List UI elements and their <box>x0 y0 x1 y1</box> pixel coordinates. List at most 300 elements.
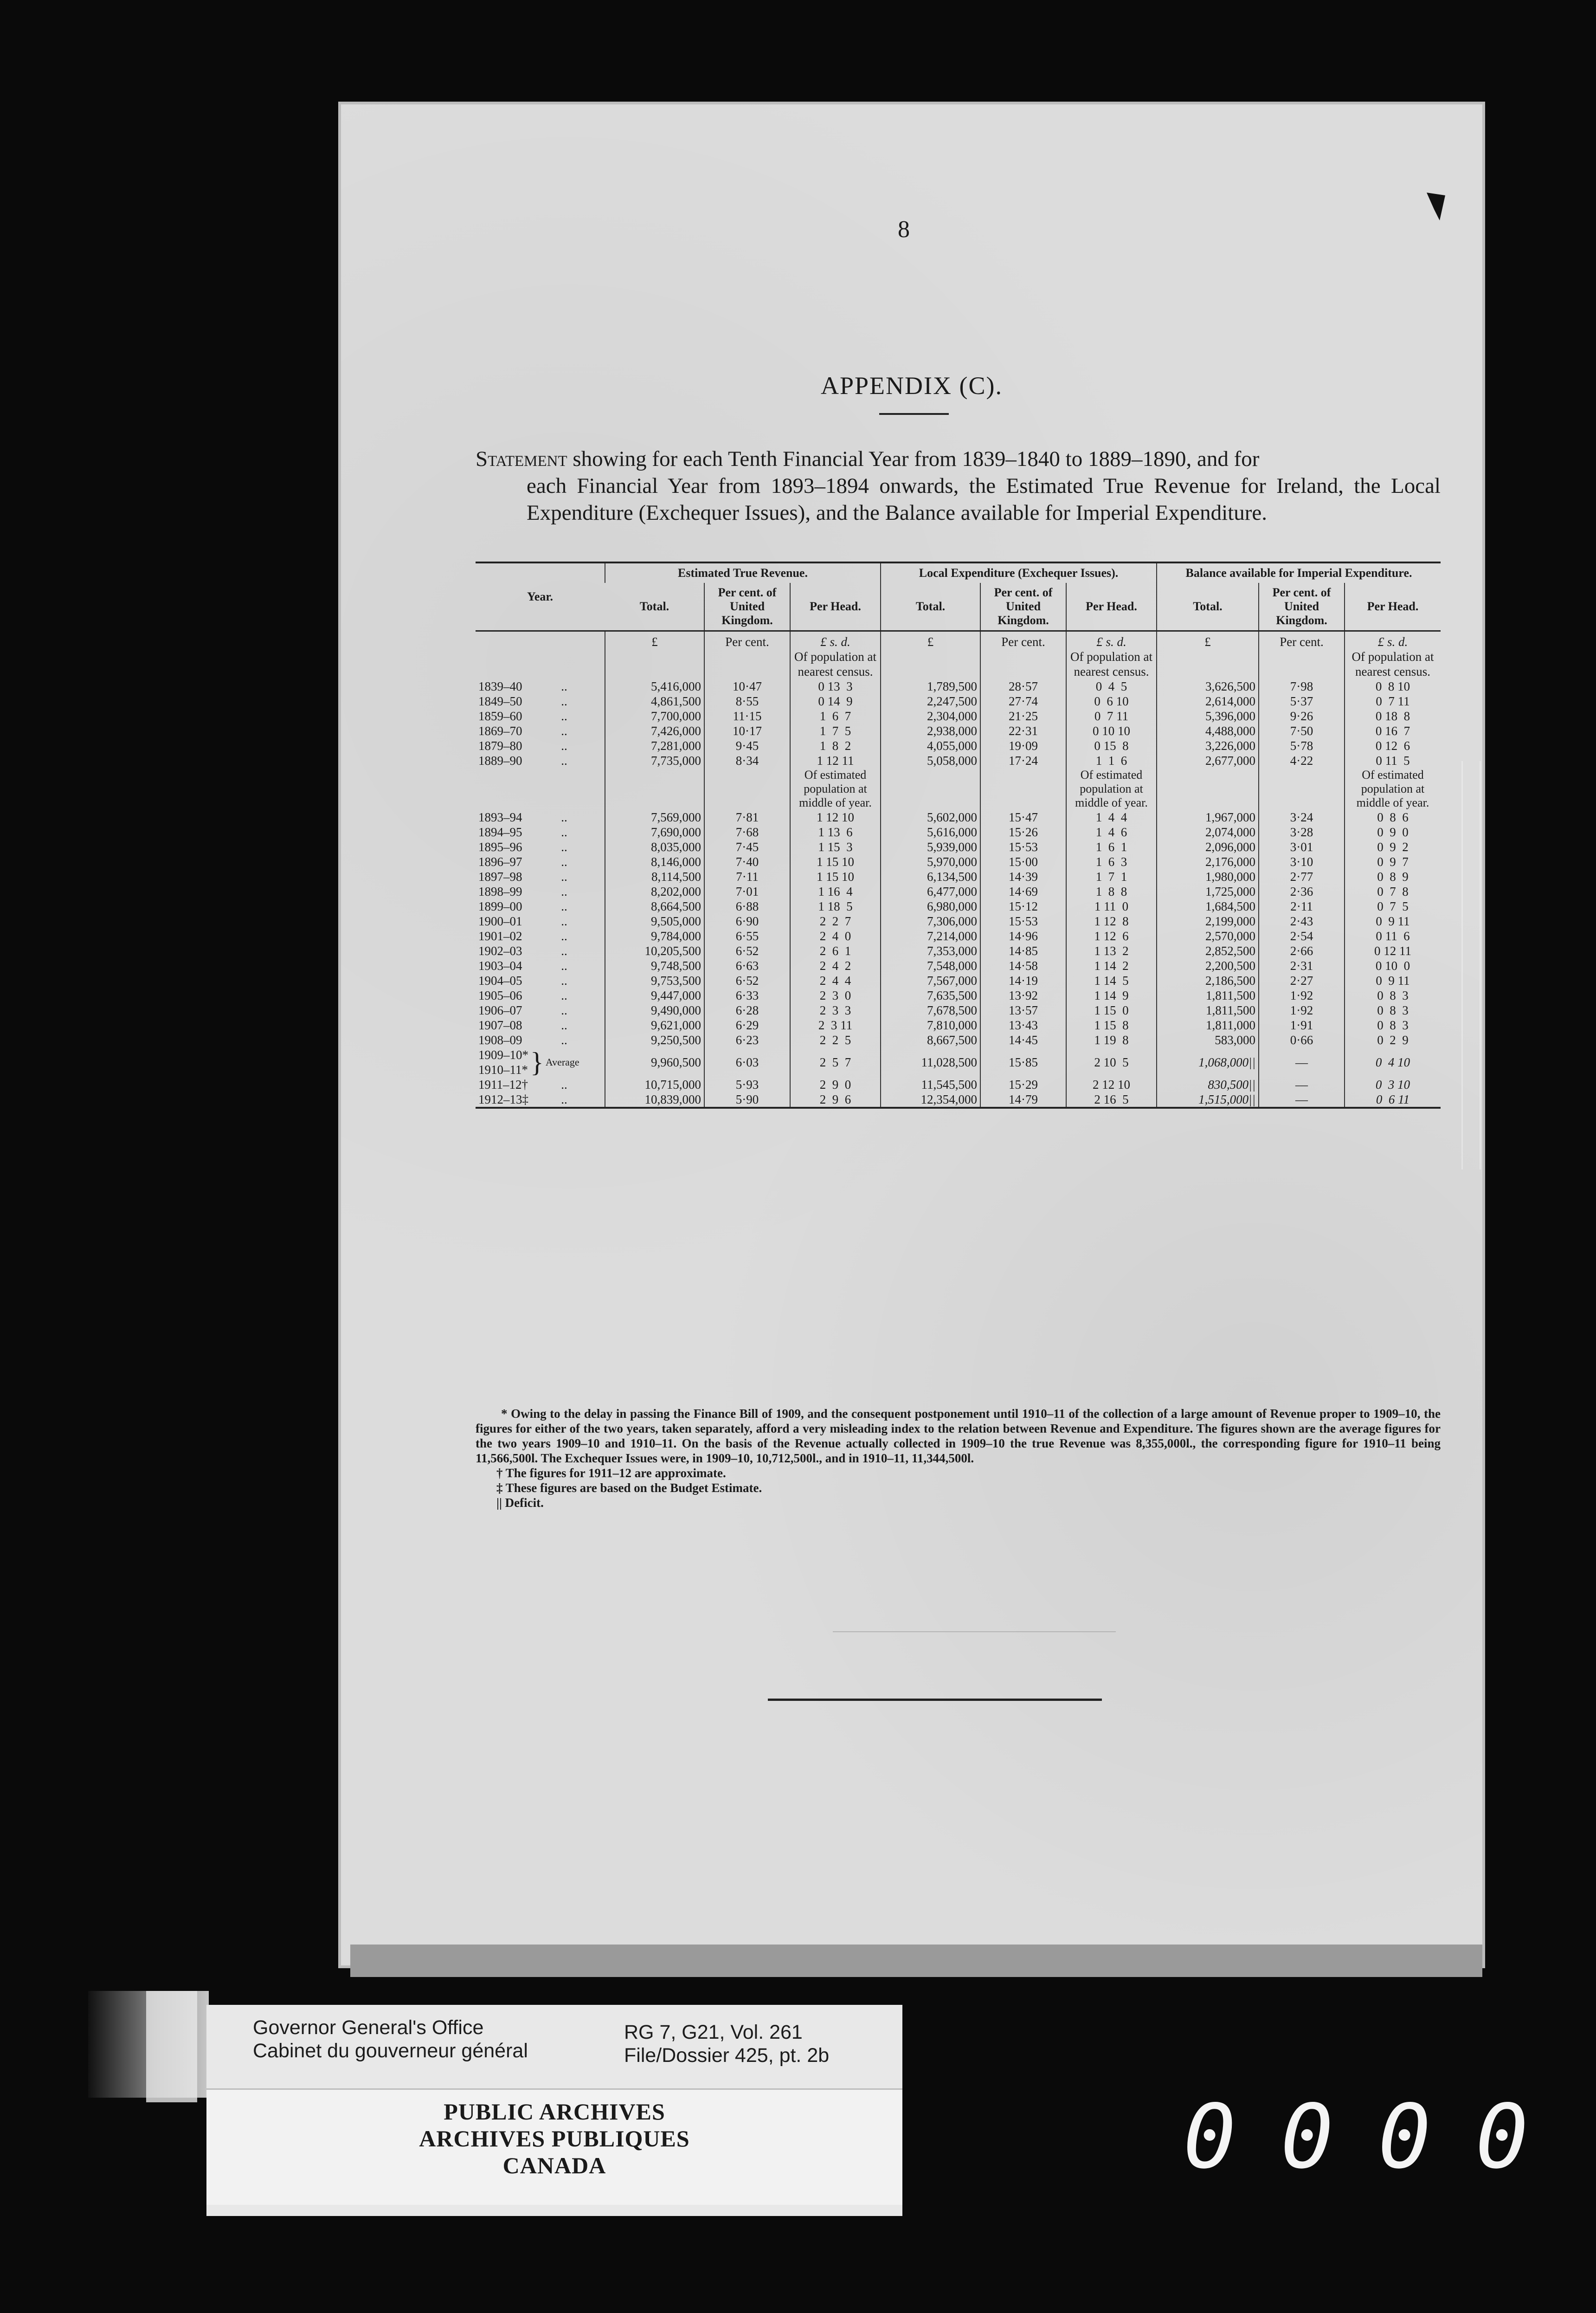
table-row <box>476 694 1441 709</box>
bal-head-cell: 0 9 7 <box>1345 854 1441 869</box>
leader-dots: .. <box>561 959 567 973</box>
loc-total-cell: 7,678,500 <box>881 1003 980 1018</box>
statement-table <box>476 562 1441 1111</box>
leader-dots: .. <box>561 1018 567 1032</box>
loc-pct-cell: 17·24 <box>980 753 1066 768</box>
rows-final <box>476 1077 1441 1108</box>
loc-total-cell: 7,548,000 <box>881 958 980 973</box>
loc-head-cell: 1 4 6 <box>1066 825 1157 840</box>
loc-total-cell: 7,306,000 <box>881 914 980 929</box>
avg-year-2: 1910–11* <box>478 1063 528 1077</box>
bal-pct-cell: 2·36 <box>1259 884 1345 899</box>
avg-bal-head: 0 4 10 <box>1345 1047 1441 1077</box>
rev-pct-cell: 7·01 <box>704 884 790 899</box>
bal-total-cell: 830,500|| <box>1157 1077 1259 1092</box>
note-blank <box>704 768 790 810</box>
table-row <box>476 854 1441 869</box>
bal-pct-cell: 2·31 <box>1259 958 1345 973</box>
year-cell <box>476 958 605 973</box>
avg-loc-pct: 15·85 <box>980 1047 1066 1077</box>
bal-head-cell: 0 16 7 <box>1345 724 1441 738</box>
rev-pct-cell: 9·45 <box>704 738 790 753</box>
loc-head-cell: 1 15 8 <box>1066 1018 1157 1033</box>
rev-pct-cell: 6·23 <box>704 1033 790 1047</box>
loc-head-cell: 0 10 10 <box>1066 724 1157 738</box>
rev-total-cell: 8,146,000 <box>605 854 704 869</box>
rev-total-cell: 7,281,000 <box>605 738 704 753</box>
estimated-note: Of estimated population at middle of year. <box>1066 768 1157 810</box>
leader-dots: .. <box>561 974 567 988</box>
loc-pct-cell: 15·26 <box>980 825 1066 840</box>
frame-counter-digit: 0 <box>1475 2086 1529 2188</box>
note-blank <box>1259 768 1345 810</box>
note-blank <box>476 768 605 810</box>
bal-head-cell: 0 8 3 <box>1345 988 1441 1003</box>
film-smudge <box>146 1991 197 2102</box>
year-cell <box>476 679 605 694</box>
bal-pct-cell: 3·10 <box>1259 854 1345 869</box>
rev-head-cell: 2 2 5 <box>790 1033 881 1047</box>
col-bal-total: Total. <box>1157 583 1259 631</box>
label-ref-2: File/Dossier 425, pt. 2b <box>624 2044 830 2067</box>
bal-pct-cell: 3·24 <box>1259 810 1345 825</box>
loc-head-cell: 0 7 11 <box>1066 709 1157 724</box>
year-label: 1897–98 <box>478 870 522 884</box>
loc-pct-cell: 19·09 <box>980 738 1066 753</box>
year-label: 1907–08 <box>478 1018 522 1032</box>
avg-loc-total: 11,028,500 <box>881 1047 980 1077</box>
group-local-expenditure: Local Expenditure (Exchequer Issues). <box>881 562 1157 583</box>
statement-first-line: showing for each Tenth Financial Year from 1839–1840 to 1889–1890, and for <box>573 447 1260 471</box>
loc-head-cell: 1 14 2 <box>1066 958 1157 973</box>
rev-head-cell: 2 4 0 <box>790 929 881 943</box>
bal-pct-cell: 5·37 <box>1259 694 1345 709</box>
rev-pct-cell: 5·90 <box>704 1092 790 1108</box>
loc-pct-cell: 14·19 <box>980 973 1066 988</box>
leader-dots: .. <box>561 1078 567 1092</box>
table-row <box>476 724 1441 738</box>
bal-pct-cell: 2·54 <box>1259 929 1345 943</box>
bal-pct-cell: 5·78 <box>1259 738 1345 753</box>
table-bottom-rule <box>476 1108 1441 1111</box>
census-note: Of population at nearest census. <box>1070 650 1152 678</box>
year-cell <box>476 854 605 869</box>
bal-pct-cell: 2·66 <box>1259 943 1345 958</box>
unit-per-cent: Per cent. <box>980 631 1066 679</box>
page-shadow <box>350 1945 1482 1977</box>
bal-head-cell: 0 3 10 <box>1345 1077 1441 1092</box>
rev-total-cell: 9,250,500 <box>605 1033 704 1047</box>
table-row <box>476 1003 1441 1018</box>
year-label: 1904–05 <box>478 974 522 988</box>
rev-head-cell: 1 12 10 <box>790 810 881 825</box>
bal-head-cell: 0 8 9 <box>1345 869 1441 884</box>
bal-head-cell: 0 7 11 <box>1345 694 1441 709</box>
bal-total-cell: 5,396,000 <box>1157 709 1259 724</box>
bal-pct-cell: 7·50 <box>1259 724 1345 738</box>
loc-head-cell: 2 12 10 <box>1066 1077 1157 1092</box>
table-row <box>476 884 1441 899</box>
year-cell <box>476 869 605 884</box>
avg-rev-pct: 6·03 <box>704 1047 790 1077</box>
loc-head-cell: 1 19 8 <box>1066 1033 1157 1047</box>
rev-head-cell: 1 15 3 <box>790 840 881 854</box>
bal-pct-cell: — <box>1259 1092 1345 1108</box>
loc-total-cell: 6,477,000 <box>881 884 980 899</box>
bal-head-cell: 0 12 6 <box>1345 738 1441 753</box>
rev-head-cell: 1 12 11 <box>790 753 881 768</box>
unit-per-cent: Per cent. <box>1259 631 1345 679</box>
loc-head-cell: 0 15 8 <box>1066 738 1157 753</box>
loc-head-cell: 1 6 1 <box>1066 840 1157 854</box>
leader-dots: .. <box>561 679 567 693</box>
footnote-deficit: || Deficit. <box>496 1496 544 1510</box>
frame-counter-digit: 0 <box>1281 2086 1334 2188</box>
bal-pct-cell: 2·77 <box>1259 869 1345 884</box>
loc-total-cell: 4,055,000 <box>881 738 980 753</box>
loc-total-cell: 12,354,000 <box>881 1092 980 1108</box>
bal-head-cell: 0 10 0 <box>1345 958 1441 973</box>
rev-head-cell: 2 4 4 <box>790 973 881 988</box>
estimated-notes-row <box>476 768 1441 810</box>
year-label: 1859–60 <box>478 709 522 723</box>
bal-total-cell: 2,677,000 <box>1157 753 1259 768</box>
rev-head-cell: 1 16 4 <box>790 884 881 899</box>
table-row <box>476 753 1441 768</box>
loc-pct-cell: 14·79 <box>980 1092 1066 1108</box>
year-label: 1903–04 <box>478 959 522 973</box>
year-cell <box>476 825 605 840</box>
year-cell <box>476 929 605 943</box>
bal-head-cell: 0 7 8 <box>1345 884 1441 899</box>
bal-total-cell: 4,488,000 <box>1157 724 1259 738</box>
rev-pct-cell: 6·28 <box>704 1003 790 1018</box>
loc-total-cell: 7,214,000 <box>881 929 980 943</box>
average-row <box>476 1047 1441 1077</box>
rev-head-cell: 1 13 6 <box>790 825 881 840</box>
avg-bal-total: 1,068,000|| <box>1157 1047 1259 1077</box>
note-blank <box>980 768 1066 810</box>
bal-head-cell: 0 9 2 <box>1345 840 1441 854</box>
loc-total-cell: 7,353,000 <box>881 943 980 958</box>
loc-head-cell: 1 13 2 <box>1066 943 1157 958</box>
bal-total-cell: 1,515,000|| <box>1157 1092 1259 1108</box>
bal-pct-cell: 1·91 <box>1259 1018 1345 1033</box>
rev-pct-cell: 6·33 <box>704 988 790 1003</box>
bal-total-cell: 2,096,000 <box>1157 840 1259 854</box>
rev-head-cell: 0 13 3 <box>790 679 881 694</box>
bal-pct-cell: 3·28 <box>1259 825 1345 840</box>
rev-head-cell: 2 2 7 <box>790 914 881 929</box>
rev-total-cell: 7,735,000 <box>605 753 704 768</box>
year-label: 1895–96 <box>478 840 522 854</box>
unit-lsd-census <box>790 631 881 679</box>
leader-dots: .. <box>561 914 567 928</box>
bal-pct-cell: 3·01 <box>1259 840 1345 854</box>
year-cell <box>476 899 605 914</box>
bal-head-cell: 0 12 11 <box>1345 943 1441 958</box>
rows-early-decades <box>476 679 1441 768</box>
year-label: 1839–40 <box>478 679 522 693</box>
rev-pct-cell: 6·55 <box>704 929 790 943</box>
label-office-fr: Cabinet du gouverneur général <box>253 2040 528 2062</box>
bal-pct-cell: 4·22 <box>1259 753 1345 768</box>
loc-pct-cell: 13·43 <box>980 1018 1066 1033</box>
table-row <box>476 1092 1441 1108</box>
leader-dots: .. <box>561 944 567 958</box>
note-blank <box>1157 768 1259 810</box>
year-cell <box>476 810 605 825</box>
year-label: 1912–13‡ <box>478 1092 528 1106</box>
year-cell <box>476 753 605 768</box>
rev-total-cell: 10,205,500 <box>605 943 704 958</box>
rev-total-cell: 10,715,000 <box>605 1077 704 1092</box>
statement-heading <box>476 446 1441 526</box>
bal-total-cell: 2,614,000 <box>1157 694 1259 709</box>
loc-total-cell: 5,616,000 <box>881 825 980 840</box>
year-cell <box>476 1092 605 1108</box>
leader-dots: .. <box>561 739 567 753</box>
footnote-star: * Owing to the delay in passing the Finance Bill of 1909, and the consequent postponement until 1910–11 of the collection of a large amount of Revenue proper to 1909–10, the figures for either of the two years, taken separately, afford a very misleading index to the relation between Revenue and Expenditure. The figures shown are the average figures for the two years 1909–10 and 1910–11. On the basis of the Revenue actually collected in 1909–10 the true Revenue was 8,355,000l., the corresponding figure for 1910–11 being 11,566,500l. The Exchequer Issues were, in 1909–10, 10,712,500l., and in 1910–11, 11,344,500l. <box>476 1407 1441 1465</box>
bal-total-cell: 2,186,500 <box>1157 973 1259 988</box>
average-row-group <box>476 1047 1441 1077</box>
loc-head-cell: 2 16 5 <box>1066 1092 1157 1108</box>
year-label: 1894–95 <box>478 825 522 839</box>
rows-annual <box>476 810 1441 1047</box>
loc-total-cell: 6,134,500 <box>881 869 980 884</box>
leader-dots: .. <box>561 1003 567 1017</box>
bal-total-cell: 2,199,000 <box>1157 914 1259 929</box>
year-cell <box>476 724 605 738</box>
year-label: 1893–94 <box>478 810 522 824</box>
rev-head-cell: 1 7 5 <box>790 724 881 738</box>
rev-pct-cell: 11·15 <box>704 709 790 724</box>
statement-lead: Statement <box>476 447 567 471</box>
rev-pct-cell: 5·93 <box>704 1077 790 1092</box>
bal-pct-cell: 2·43 <box>1259 914 1345 929</box>
unit-lsd: £ s. d. <box>1096 635 1126 649</box>
loc-head-cell: 1 11 0 <box>1066 899 1157 914</box>
rev-head-cell: 2 4 2 <box>790 958 881 973</box>
table-row <box>476 679 1441 694</box>
bal-total-cell: 2,074,000 <box>1157 825 1259 840</box>
year-cell <box>476 988 605 1003</box>
loc-head-cell: 0 4 5 <box>1066 679 1157 694</box>
rev-pct-cell: 6·88 <box>704 899 790 914</box>
year-label: 1908–09 <box>478 1033 522 1047</box>
rev-pct-cell: 10·17 <box>704 724 790 738</box>
loc-pct-cell: 13·57 <box>980 1003 1066 1018</box>
scanned-page <box>341 104 1482 1965</box>
bal-head-cell: 0 6 11 <box>1345 1092 1441 1108</box>
loc-total-cell: 11,545,500 <box>881 1077 980 1092</box>
col-loc-total: Total. <box>881 583 980 631</box>
archives-country: CANADA <box>502 2152 606 2178</box>
bal-total-cell: 583,000 <box>1157 1033 1259 1047</box>
year-cell <box>476 943 605 958</box>
loc-head-cell: 1 12 6 <box>1066 929 1157 943</box>
rev-total-cell: 10,839,000 <box>605 1092 704 1108</box>
bal-pct-cell: 2·27 <box>1259 973 1345 988</box>
year-label: 1889–90 <box>478 754 522 768</box>
bottom-rule-cell <box>476 1108 1441 1111</box>
year-label: 1898–99 <box>478 885 522 898</box>
loc-total-cell: 6,980,000 <box>881 899 980 914</box>
page-edge-marks <box>1461 761 1481 1169</box>
rev-head-cell: 2 3 3 <box>790 1003 881 1018</box>
bal-head-cell: 0 11 5 <box>1345 753 1441 768</box>
archive-label <box>206 2005 902 2216</box>
rev-pct-cell: 8·34 <box>704 753 790 768</box>
year-label: 1900–01 <box>478 914 522 928</box>
leader-dots: .. <box>561 1033 567 1047</box>
col-year: Year. <box>476 562 605 631</box>
table-row <box>476 825 1441 840</box>
rev-pct-cell: 7·68 <box>704 825 790 840</box>
bal-head-cell: 0 2 9 <box>1345 1033 1441 1047</box>
table-row <box>476 1033 1441 1047</box>
bal-total-cell: 1,967,000 <box>1157 810 1259 825</box>
census-note: Of population at nearest census. <box>794 650 876 678</box>
note-blank <box>605 768 704 810</box>
rev-head-cell: 2 9 6 <box>790 1092 881 1108</box>
loc-head-cell: 1 14 5 <box>1066 973 1157 988</box>
rev-total-cell: 8,035,000 <box>605 840 704 854</box>
bal-head-cell: 0 9 0 <box>1345 825 1441 840</box>
rev-pct-cell: 7·40 <box>704 854 790 869</box>
bal-total-cell: 2,200,500 <box>1157 958 1259 973</box>
title-rule <box>879 413 949 415</box>
rev-total-cell: 8,114,500 <box>605 869 704 884</box>
rev-pct-cell: 8·55 <box>704 694 790 709</box>
year-cell <box>476 914 605 929</box>
leader-dots: .. <box>561 855 567 869</box>
footnote-double-dagger: ‡ These figures are based on the Budget Estimate. <box>496 1481 762 1495</box>
table-row <box>476 943 1441 958</box>
rev-total-cell: 8,202,000 <box>605 884 704 899</box>
statement-continuation: each Financial Year from 1893–1894 onwards, the Estimated True Revenue for Ireland, the Local Expenditure (Exchequer Issues), and the Balance available for Imperial Expenditure. <box>527 474 1441 525</box>
bal-total-cell: 1,684,500 <box>1157 899 1259 914</box>
rev-head-cell: 2 9 0 <box>790 1077 881 1092</box>
loc-head-cell: 1 15 0 <box>1066 1003 1157 1018</box>
rev-total-cell: 9,753,500 <box>605 973 704 988</box>
leader-dots: .. <box>561 885 567 898</box>
loc-head-cell: 0 6 10 <box>1066 694 1157 709</box>
loc-pct-cell: 14·58 <box>980 958 1066 973</box>
loc-total-cell: 5,602,000 <box>881 810 980 825</box>
frame-counter-digit: 0 <box>1183 2086 1236 2188</box>
bal-total-cell: 1,811,000 <box>1157 1018 1259 1033</box>
year-label: 1906–07 <box>478 1003 522 1017</box>
bal-head-cell: 0 11 6 <box>1345 929 1441 943</box>
avg-rev-head: 2 5 7 <box>790 1047 881 1077</box>
rev-head-cell: 2 3 0 <box>790 988 881 1003</box>
unit-lsd-census <box>1066 631 1157 679</box>
year-label: 1849–50 <box>478 694 522 708</box>
loc-total-cell: 8,667,500 <box>881 1033 980 1047</box>
year-label: 1869–70 <box>478 724 522 738</box>
bal-total-cell: 3,226,000 <box>1157 738 1259 753</box>
rev-total-cell: 9,621,000 <box>605 1018 704 1033</box>
year-cell <box>476 709 605 724</box>
leader-dots: .. <box>561 754 567 768</box>
loc-total-cell: 5,970,000 <box>881 854 980 869</box>
page-number: 8 <box>898 216 910 243</box>
footnote-dagger: † The figures for 1911–12 are approximate. <box>496 1466 726 1480</box>
year-cell <box>476 694 605 709</box>
year-label: 1911–12† <box>478 1078 528 1092</box>
bal-total-cell: 2,570,000 <box>1157 929 1259 943</box>
rev-pct-cell: 6·52 <box>704 943 790 958</box>
rev-total-cell: 9,490,000 <box>605 1003 704 1018</box>
year-cell <box>476 1033 605 1047</box>
end-rule <box>768 1699 1102 1701</box>
loc-total-cell: 7,810,000 <box>881 1018 980 1033</box>
rev-pct-cell: 6·29 <box>704 1018 790 1033</box>
rev-total-cell: 7,700,000 <box>605 709 704 724</box>
loc-total-cell: 1,789,500 <box>881 679 980 694</box>
rev-head-cell: 1 15 10 <box>790 869 881 884</box>
year-cell <box>476 1003 605 1018</box>
loc-total-cell: 2,247,500 <box>881 694 980 709</box>
loc-pct-cell: 15·12 <box>980 899 1066 914</box>
rev-pct-cell: 10·47 <box>704 679 790 694</box>
loc-head-cell: 1 12 8 <box>1066 914 1157 929</box>
unit-lsd: £ s. d. <box>1377 635 1408 649</box>
col-loc-pct: Per cent. of United Kingdom. <box>980 583 1066 631</box>
rev-pct-cell: 7·45 <box>704 840 790 854</box>
table-row <box>476 1077 1441 1092</box>
bal-pct-cell: 2·11 <box>1259 899 1345 914</box>
loc-total-cell: 7,635,500 <box>881 988 980 1003</box>
loc-pct-cell: 22·31 <box>980 724 1066 738</box>
rev-head-cell: 1 18 5 <box>790 899 881 914</box>
col-rev-head: Per Head. <box>790 583 881 631</box>
avg-rev-total: 9,960,500 <box>605 1047 704 1077</box>
avg-label: Average <box>545 1056 579 1068</box>
year-label: 1879–80 <box>478 739 522 753</box>
unit-lsd-census <box>1345 631 1441 679</box>
loc-pct-cell: 21·25 <box>980 709 1066 724</box>
estimated-note: Of estimated population at middle of year. <box>790 768 881 810</box>
bal-head-cell: 0 8 3 <box>1345 1003 1441 1018</box>
frame-counter-digit: 0 <box>1378 2086 1431 2188</box>
unit-pound: £ <box>1157 631 1259 679</box>
avg-years <box>476 1047 605 1077</box>
rev-head-cell: 1 15 10 <box>790 854 881 869</box>
table-row <box>476 869 1441 884</box>
rev-total-cell: 9,447,000 <box>605 988 704 1003</box>
col-bal-head: Per Head. <box>1345 583 1441 631</box>
bal-total-cell: 2,852,500 <box>1157 943 1259 958</box>
unit-year-blank <box>476 631 605 679</box>
table-row <box>476 738 1441 753</box>
rev-total-cell: 4,861,500 <box>605 694 704 709</box>
leader-dots: .. <box>561 899 567 913</box>
leader-dots: .. <box>561 825 567 839</box>
bal-total-cell: 1,980,000 <box>1157 869 1259 884</box>
loc-pct-cell: 13·92 <box>980 988 1066 1003</box>
unit-lsd: £ s. d. <box>820 635 850 649</box>
rev-head-cell: 2 6 1 <box>790 943 881 958</box>
table-row <box>476 1018 1441 1033</box>
loc-pct-cell: 15·47 <box>980 810 1066 825</box>
loc-pct-cell: 15·29 <box>980 1077 1066 1092</box>
bal-head-cell: 0 9 11 <box>1345 914 1441 929</box>
year-cell <box>476 738 605 753</box>
label-office-en: Governor General's Office <box>253 2016 484 2039</box>
rev-total-cell: 7,690,000 <box>605 825 704 840</box>
